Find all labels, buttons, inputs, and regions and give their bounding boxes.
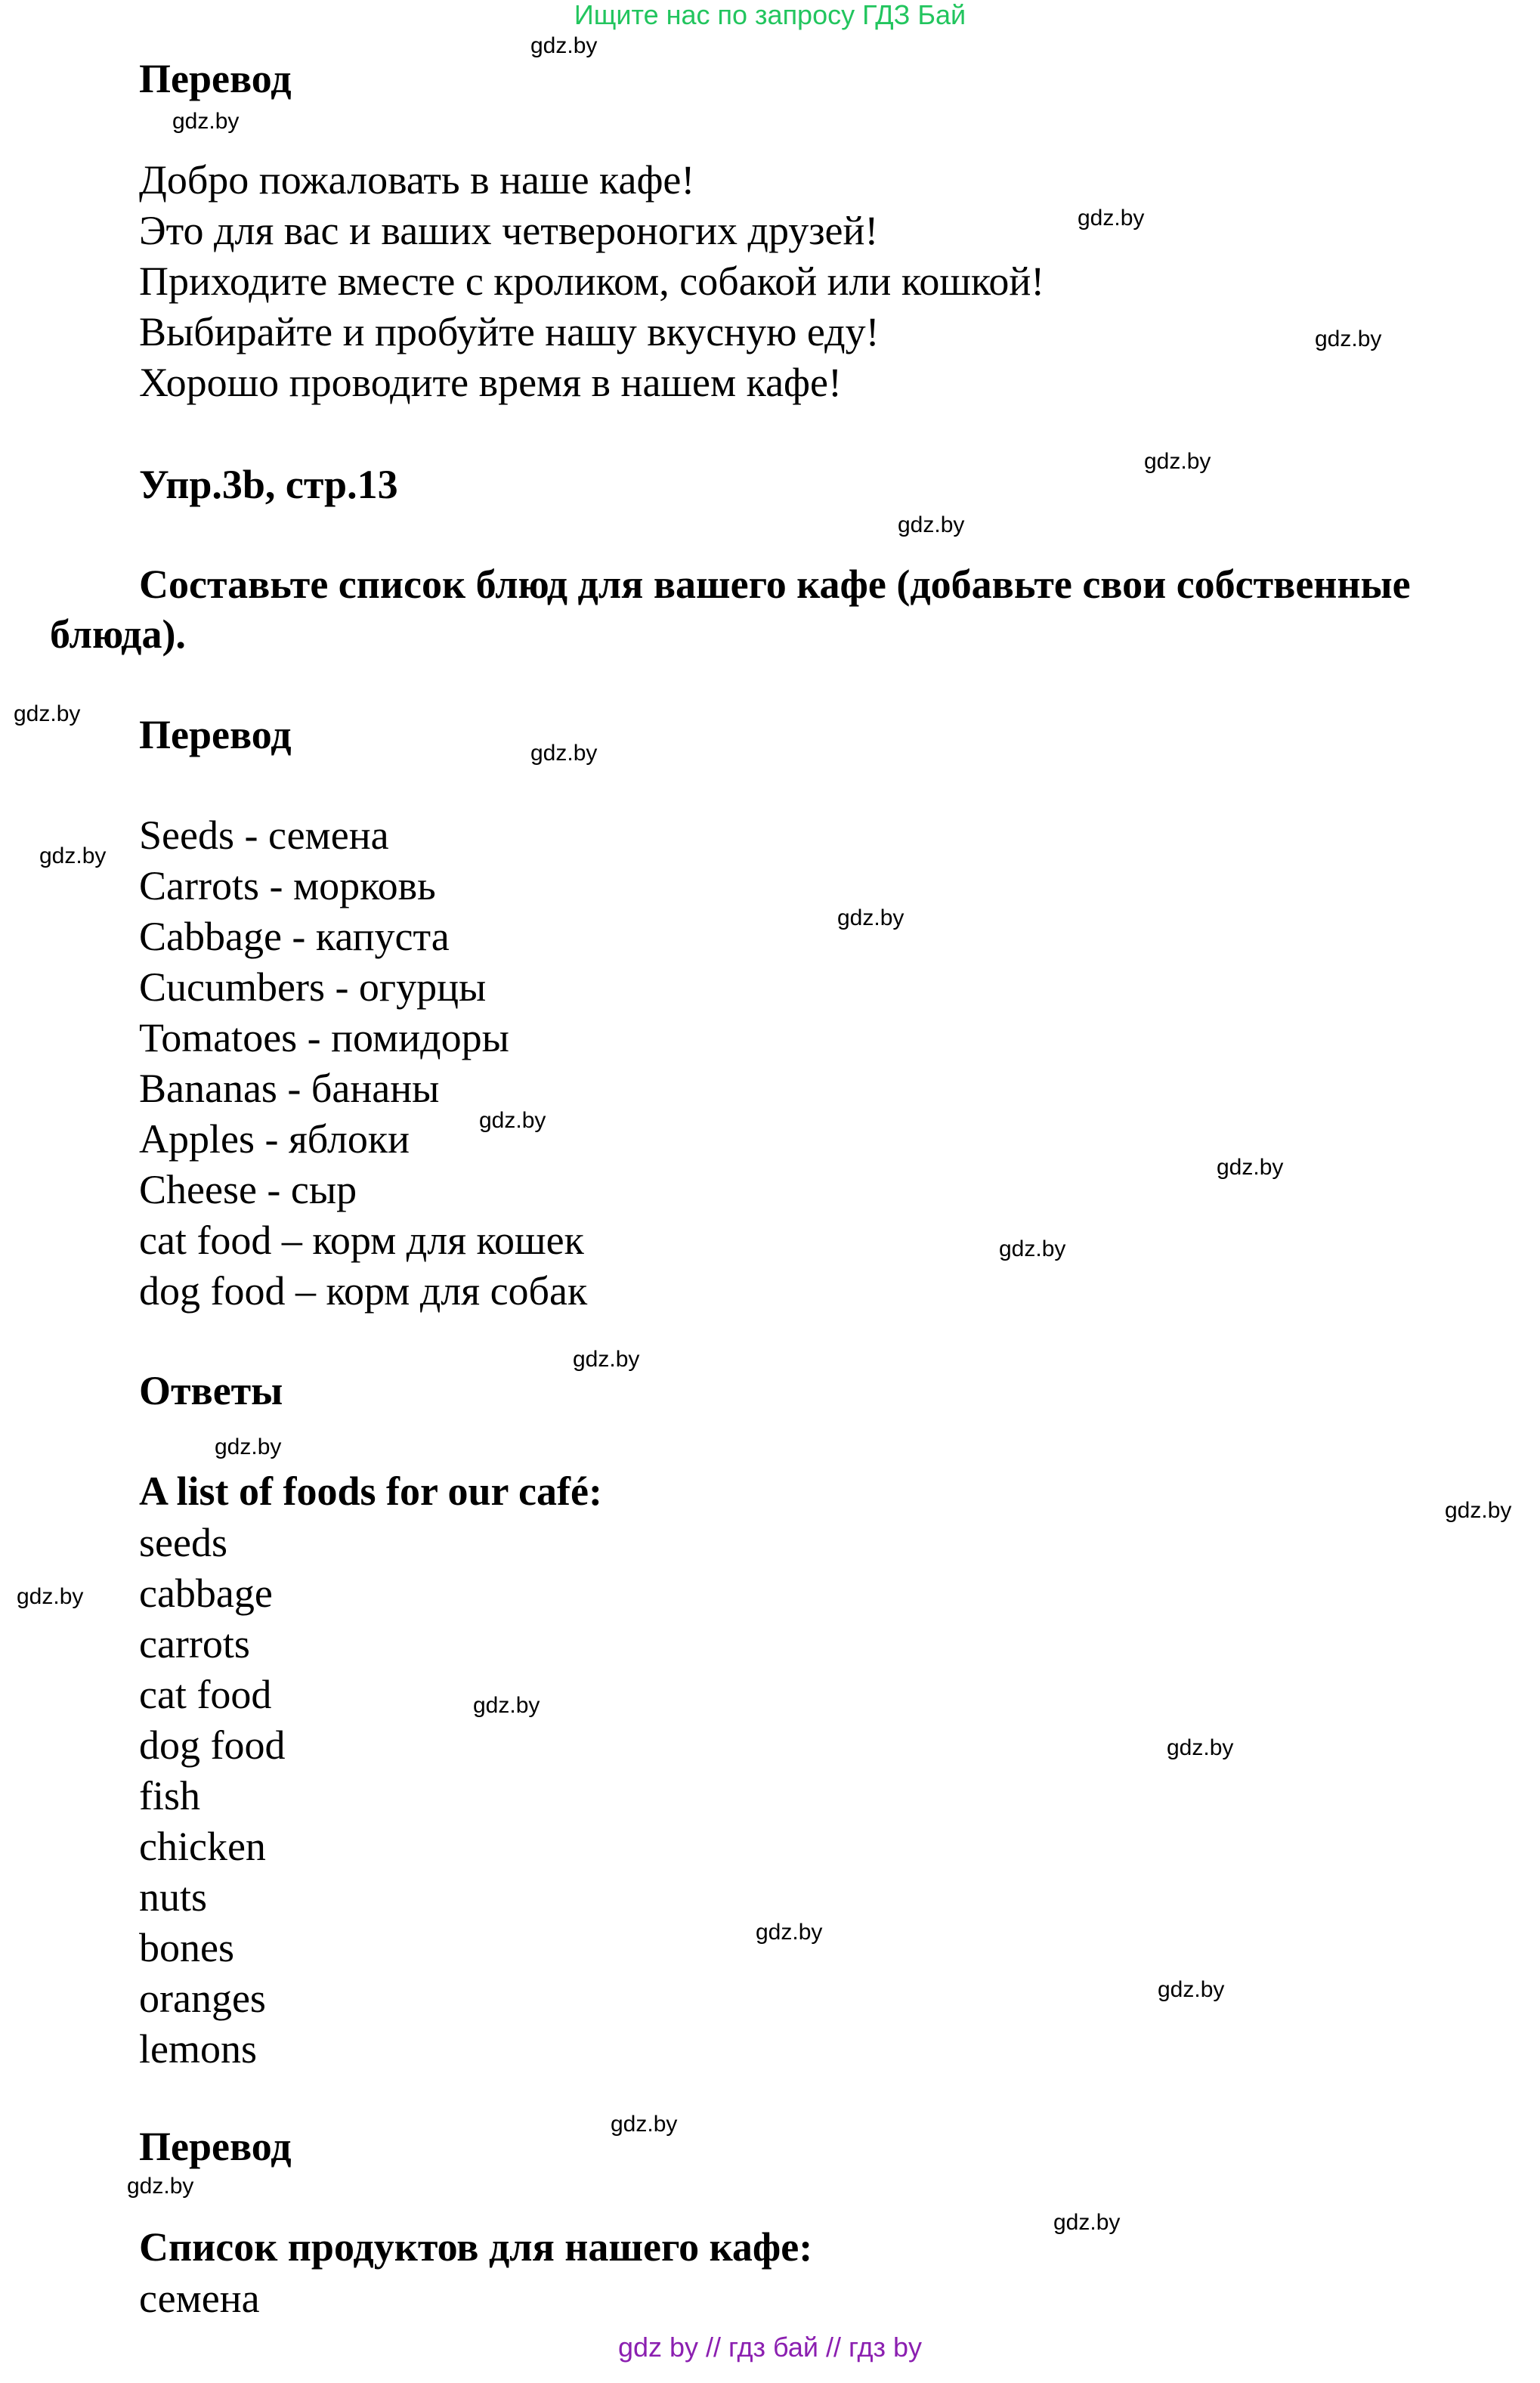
translation-line: Выбирайте и пробуйте нашу вкусную еду! (139, 309, 880, 354)
list-item: fish (139, 1773, 200, 1818)
list-item: Carrots - морковь (139, 863, 436, 908)
watermark: gdz.by (1053, 2210, 1121, 2235)
translation-line: Добро пожаловать в наше кафе! (139, 157, 695, 203)
watermark: gdz.by (999, 1236, 1066, 1261)
list-item: bones (139, 1925, 234, 1970)
bottom-banner[interactable]: gdz by // гдз бай // гдз by (617, 2332, 923, 2363)
list-item: nuts (139, 1874, 208, 1920)
list-item: cat food (139, 1672, 272, 1717)
list-item: Cabbage - капуста (139, 914, 450, 959)
translation-line: Приходите вместе с кроликом, собакой или кошкой! (139, 258, 1045, 304)
watermark: gdz.by (39, 843, 107, 868)
list-item: chicken (139, 1824, 266, 1869)
list-item: seeds (139, 1520, 227, 1565)
list-item: cabbage (139, 1571, 273, 1616)
section-heading-answers: Ответы (139, 1368, 283, 1413)
list-item: oranges (139, 1976, 266, 2021)
watermark: gdz.by (611, 2112, 678, 2137)
watermark: gdz.by (530, 741, 598, 766)
watermark: gdz.by (530, 33, 598, 58)
watermark: gdz.by (898, 512, 965, 537)
watermark: gdz.by (1217, 1155, 1284, 1180)
watermark: gdz.by (473, 1693, 540, 1718)
section-heading-translation-1: Перевод (139, 56, 292, 101)
watermark: gdz.by (1078, 206, 1145, 231)
watermark: gdz.by (1158, 1977, 1225, 2002)
watermark: gdz.by (756, 1920, 823, 1945)
list-item: Tomatoes - помидоры (139, 1015, 509, 1060)
list-item: Seeds - семена (139, 812, 389, 858)
answers-list-title: A list of foods for our café: (139, 1468, 602, 1514)
exercise-instruction: Составьте список блюд для вашего кафе (добавьте свои собственные блюда). (50, 562, 1411, 657)
watermark: gdz.by (573, 1347, 640, 1372)
top-banner[interactable]: Ищите нас по запросу ГДЗ Бай (574, 0, 966, 30)
exercise-title: Упр.3b, стр.13 (139, 462, 398, 507)
list-item: lemons (139, 2026, 257, 2072)
list-item: Cheese - сыр (139, 1167, 357, 1212)
section-heading-translation-2: Перевод (139, 712, 292, 757)
watermark: gdz.by (1167, 1735, 1234, 1760)
watermark: gdz.by (172, 109, 240, 134)
section-heading-translation-3: Перевод (139, 2124, 292, 2169)
list-item: Apples - яблоки (139, 1116, 410, 1162)
list-item: cat food – корм для кошек (139, 1218, 584, 1263)
watermark: gdz.by (14, 701, 81, 726)
list-item: Cucumbers - огурцы (139, 964, 487, 1010)
list-item: семена (139, 2276, 260, 2321)
translation-line: Это для вас и ваших четвероногих друзей! (139, 208, 879, 253)
watermark: gdz.by (215, 1434, 282, 1459)
section3-food-list (139, 2273, 260, 2324)
list-item: carrots (139, 1621, 250, 1667)
food-translation-list (139, 810, 587, 1317)
list-item: dog food – корм для собак (139, 1268, 588, 1314)
watermark: gdz.by (479, 1108, 546, 1133)
watermark: gdz.by (837, 905, 905, 930)
watermark: gdz.by (1445, 1498, 1512, 1523)
watermark: gdz.by (1315, 327, 1382, 351)
list-item: Bananas - бананы (139, 1066, 440, 1111)
list-item: dog food (139, 1722, 286, 1768)
answers-food-list (139, 1518, 285, 2075)
watermark: gdz.by (17, 1584, 84, 1609)
section3-list-title: Список продуктов для нашего кафе: (139, 2224, 813, 2270)
watermark: gdz.by (127, 2174, 194, 2199)
watermark: gdz.by (1144, 449, 1211, 474)
translation-line: Хорошо проводите время в нашем кафе! (139, 360, 842, 405)
